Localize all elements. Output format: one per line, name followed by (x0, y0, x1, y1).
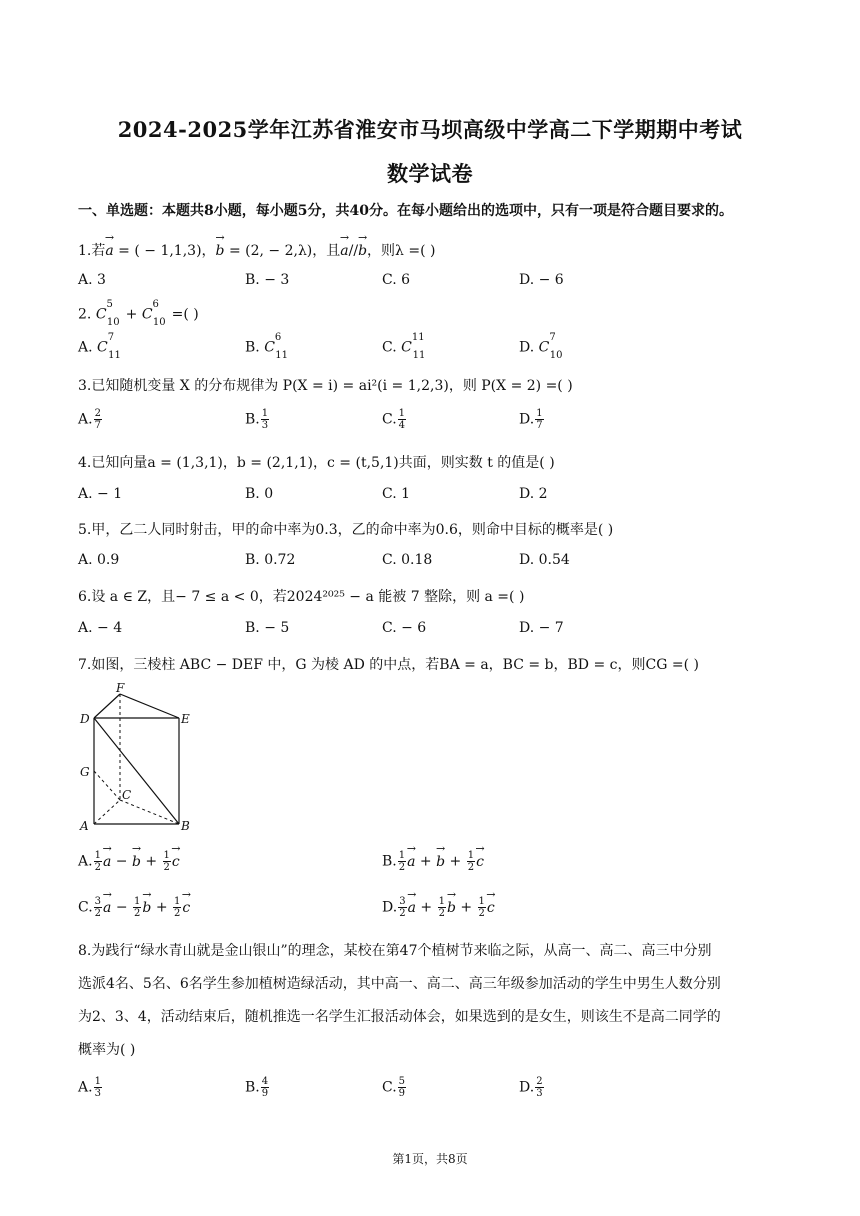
question-1: 1.若→ a = ( − 1,1,3)，→ b = (2, − 2,λ)，且→ a//→ b，则λ =( ) (78, 240, 435, 260)
q7-option-c[interactable]: C. $\frac{3}{2}$ → a − $\frac{1}{2}$ → b + $\frac{1}{2}$ → c (78, 896, 190, 919)
prism-figure (74, 682, 196, 834)
q5-option-c[interactable]: C. 0.18 (382, 552, 433, 568)
q7-option-d[interactable]: D. $\frac{3}{2}$ → a + $\frac{1}{2}$ → b + $\frac{1}{2}$ → c (382, 896, 495, 919)
question-4: 4.已知向量a = (1,3,1)，b = (2,1,1)，c = (t,5,1)共面，则实数 t 的值是( ) (78, 455, 555, 471)
question-8-line-2: 选派4名、5名、6名学生参加植树造绿活动，其中高一、高二、高三年级参加活动的学生中男生人数分别 (78, 976, 721, 992)
question-6: 6.设 a ∈ Z，且− 7 ≤ a < 0，若2024²⁰²⁵ − a 能被 7 整除，则 a =( ) (78, 589, 525, 605)
q1-option-d[interactable]: D. − 6 (519, 272, 564, 288)
q2-option-d[interactable]: D. $C^7_{10}$ (519, 332, 563, 362)
edge-AC (94, 800, 120, 824)
label-C: C (122, 788, 132, 802)
q3-option-b[interactable]: B. $\frac{1}{3}$ (245, 408, 269, 431)
q2-option-c[interactable]: C. $C^{11}_{11}$ (382, 332, 426, 362)
q2-option-b[interactable]: B. $C^6_{11}$ (245, 332, 289, 362)
question-7: 7.如图，三棱柱 ABC − DEF 中，G 为棱 AD 的中点，若BA = a，BC = b，BD = c，则CG =( ) (78, 657, 699, 673)
q3-option-d[interactable]: D. $\frac{1}{7}$ (519, 408, 543, 431)
edge-DB (94, 718, 179, 824)
q3-option-a[interactable]: A. $\frac{2}{7}$ (78, 408, 101, 431)
q5-option-a[interactable]: A. 0.9 (78, 552, 120, 568)
q6-option-d[interactable]: D. − 7 (519, 620, 564, 636)
question-2: 2. $C^5_{10}+ C^6_{10}=$( ) (78, 299, 199, 329)
q1-option-c[interactable]: C. 6 (382, 272, 411, 288)
q8-option-d[interactable]: D. $\frac{2}{3}$ (519, 1076, 543, 1099)
q8-option-c[interactable]: C. $\frac{5}{9}$ (382, 1076, 406, 1099)
edge-DF (94, 694, 120, 718)
label-D: D (80, 712, 90, 726)
q4-option-c[interactable]: C. 1 (382, 486, 411, 502)
q4-option-b[interactable]: B. 0 (245, 486, 274, 502)
exam-title: 2024-2025学年江苏省淮安市马坝高级中学高二下学期期中考试 (117, 117, 743, 142)
q5-option-d[interactable]: D. 0.54 (519, 552, 570, 568)
label-B: B (181, 819, 190, 833)
section-heading: 一、单选题：本题共8小题，每小题5分，共40分。在每小题给出的选项中，只有一项是符合题目要求的。 (78, 203, 733, 219)
question-8-line-4: 概率为( ) (78, 1042, 136, 1058)
q8-option-a[interactable]: A. $\frac{1}{3}$ (78, 1076, 101, 1099)
edge-FE (120, 694, 179, 718)
q4-option-d[interactable]: D. 2 (519, 486, 548, 502)
page-footer: 第1页，共8页 (392, 1152, 468, 1166)
q8-option-b[interactable]: B. $\frac{4}{9}$ (245, 1076, 269, 1099)
label-F: F (116, 682, 125, 695)
q7-option-b[interactable]: B. $\frac{1}{2}$ → a + → b + $\frac{1}{2}$ → c (382, 850, 484, 873)
q6-option-a[interactable]: A. − 4 (78, 620, 123, 636)
question-8-line-1: 8.为践行“绿水青山就是金山银山”的理念，某校在第47个植树节来临之际，从高一、高二、高三中分别 (78, 943, 712, 959)
q6-option-b[interactable]: B. − 5 (245, 620, 290, 636)
label-A: A (80, 819, 89, 833)
edge-GC (94, 771, 120, 800)
q2-option-a[interactable]: A. $C^7_{11}$ (78, 332, 121, 362)
label-G: G (80, 765, 90, 779)
question-3: 3.已知随机变量 X 的分布规律为 P(X = i) = ai²(i = 1,2,3)，则 P(X = 2) =( ) (78, 378, 573, 394)
q1-option-b[interactable]: B. − 3 (245, 272, 290, 288)
question-8-line-3: 为2、3、4，活动结束后，随机推选一名学生汇报活动体会，如果选到的是女生，则该生不是高二同学的 (78, 1009, 721, 1025)
q4-option-a[interactable]: A. − 1 (78, 486, 123, 502)
question-5: 5.甲，乙二人同时射击，甲的命中率为0.3，乙的命中率为0.6，则命中目标的概率是( ) (78, 522, 614, 538)
q6-option-c[interactable]: C. − 6 (382, 620, 427, 636)
q5-option-b[interactable]: B. 0.72 (245, 552, 296, 568)
exam-subtitle: 数学试卷 (387, 161, 473, 186)
q7-option-a[interactable]: A. $\frac{1}{2}$ → a − → b + $\frac{1}{2}$ → c (78, 850, 180, 873)
label-E: E (181, 712, 190, 726)
q1-option-a[interactable]: A. 3 (78, 272, 106, 288)
q3-option-c[interactable]: C. $\frac{1}{4}$ (382, 408, 406, 431)
edge-CB (120, 800, 179, 824)
